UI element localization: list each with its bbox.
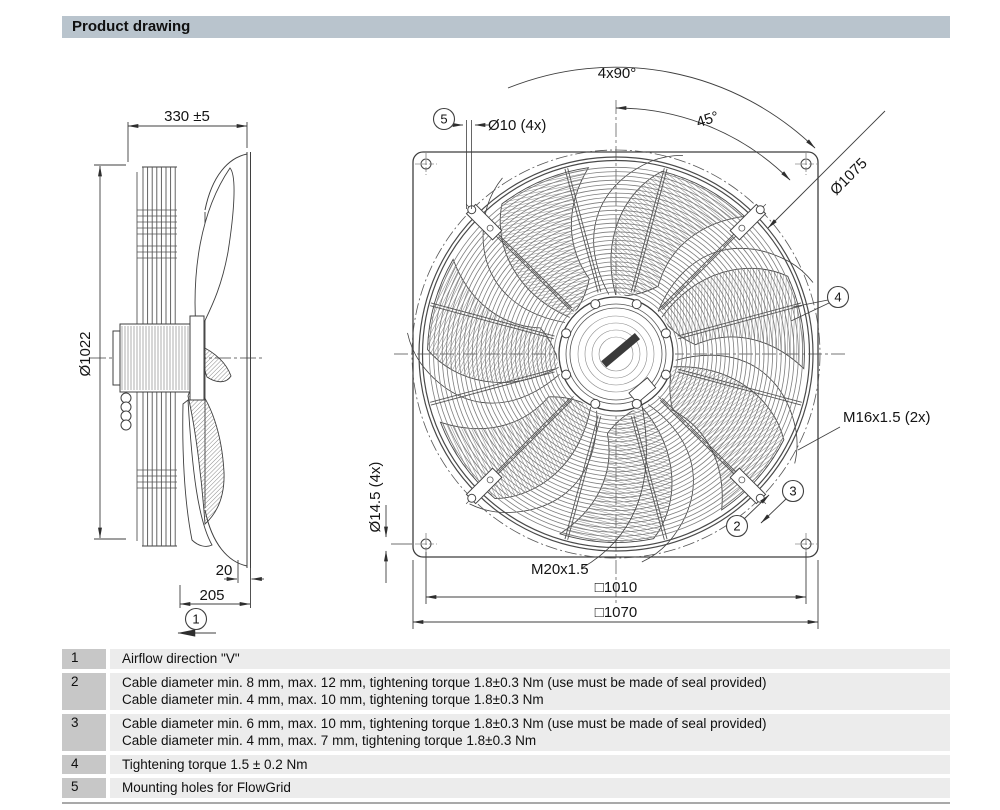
row-description	[110, 778, 950, 798]
table-row	[62, 755, 950, 775]
dim-label-corner-hole: Ø14.5 (4x)	[367, 461, 384, 533]
row-number: 2	[62, 673, 106, 710]
callout-3-cable	[783, 481, 804, 502]
callout-4-label: 4	[834, 289, 842, 305]
dim-label-hole: Ø10 (4x)	[488, 117, 547, 134]
dim-label-thread-bottom: M20x1.5	[531, 561, 589, 578]
side-motor	[113, 316, 204, 430]
row-description-line: Cable diameter min. 6 mm, max. 10 mm, tightening torque 1.8±0.3 Nm (use must be made of seal provided)	[122, 715, 767, 731]
row-number: 5	[62, 778, 106, 798]
dim-label-square-inner: □1010	[594, 579, 638, 596]
dim-label-thread-side: M16x1.5 (2x)	[843, 409, 931, 426]
row-description-line: Airflow direction "V"	[122, 651, 240, 666]
row-number: 1	[62, 649, 106, 669]
table-row	[62, 649, 950, 669]
row-description	[110, 649, 950, 669]
table-row	[62, 673, 950, 710]
row-description-line: Cable diameter min. 4 mm, max. 7 mm, tightening torque 1.8±0.3 Nm	[122, 733, 537, 748]
motor-hub	[557, 295, 675, 413]
dim-label-diameter: Ø1022	[77, 331, 94, 377]
side-view-drawing	[77, 108, 264, 633]
row-description	[110, 673, 950, 710]
dim-label-depth: 205	[199, 587, 225, 604]
row-description-line: Mounting holes for FlowGrid	[122, 780, 291, 795]
callout-2-label: 2	[733, 518, 741, 534]
dim-label-width: 330 ±5	[164, 108, 210, 125]
table-row	[62, 778, 950, 798]
callout-3-label: 3	[789, 483, 797, 499]
row-number: 3	[62, 714, 106, 751]
row-description	[110, 714, 950, 751]
dim-label-angle: 45°	[694, 108, 722, 132]
callout-4-torque	[828, 287, 849, 308]
dim-label-grille-circle: Ø1075	[826, 154, 871, 199]
row-number: 4	[62, 755, 106, 775]
callout-5-label: 5	[440, 111, 448, 127]
front-view-drawing	[367, 65, 931, 629]
callout-1-label: 1	[192, 611, 200, 627]
notes-table	[62, 649, 950, 804]
callout-5-mounting	[434, 109, 455, 130]
dim-label-depth-small: 20	[215, 562, 233, 579]
callout-1-airflow	[186, 609, 207, 630]
dim-label-square-outer: □1070	[594, 604, 638, 621]
row-description-line: Tightening torque 1.5 ± 0.2 Nm	[122, 756, 308, 772]
callout-2-cable	[727, 516, 748, 537]
table-row	[62, 714, 950, 751]
row-description-line: Cable diameter min. 4 mm, max. 10 mm, tightening torque 1.8±0.3 Nm	[122, 692, 544, 707]
page-title: Product drawing	[72, 18, 191, 35]
table-bottom-border	[62, 802, 950, 804]
dim-label-angle-pattern: 4x90°	[597, 65, 637, 82]
row-description-line: Cable diameter min. 8 mm, max. 12 mm, tightening torque 1.8±0.3 Nm (use must be made of seal provided)	[122, 674, 767, 690]
row-description	[110, 755, 950, 775]
